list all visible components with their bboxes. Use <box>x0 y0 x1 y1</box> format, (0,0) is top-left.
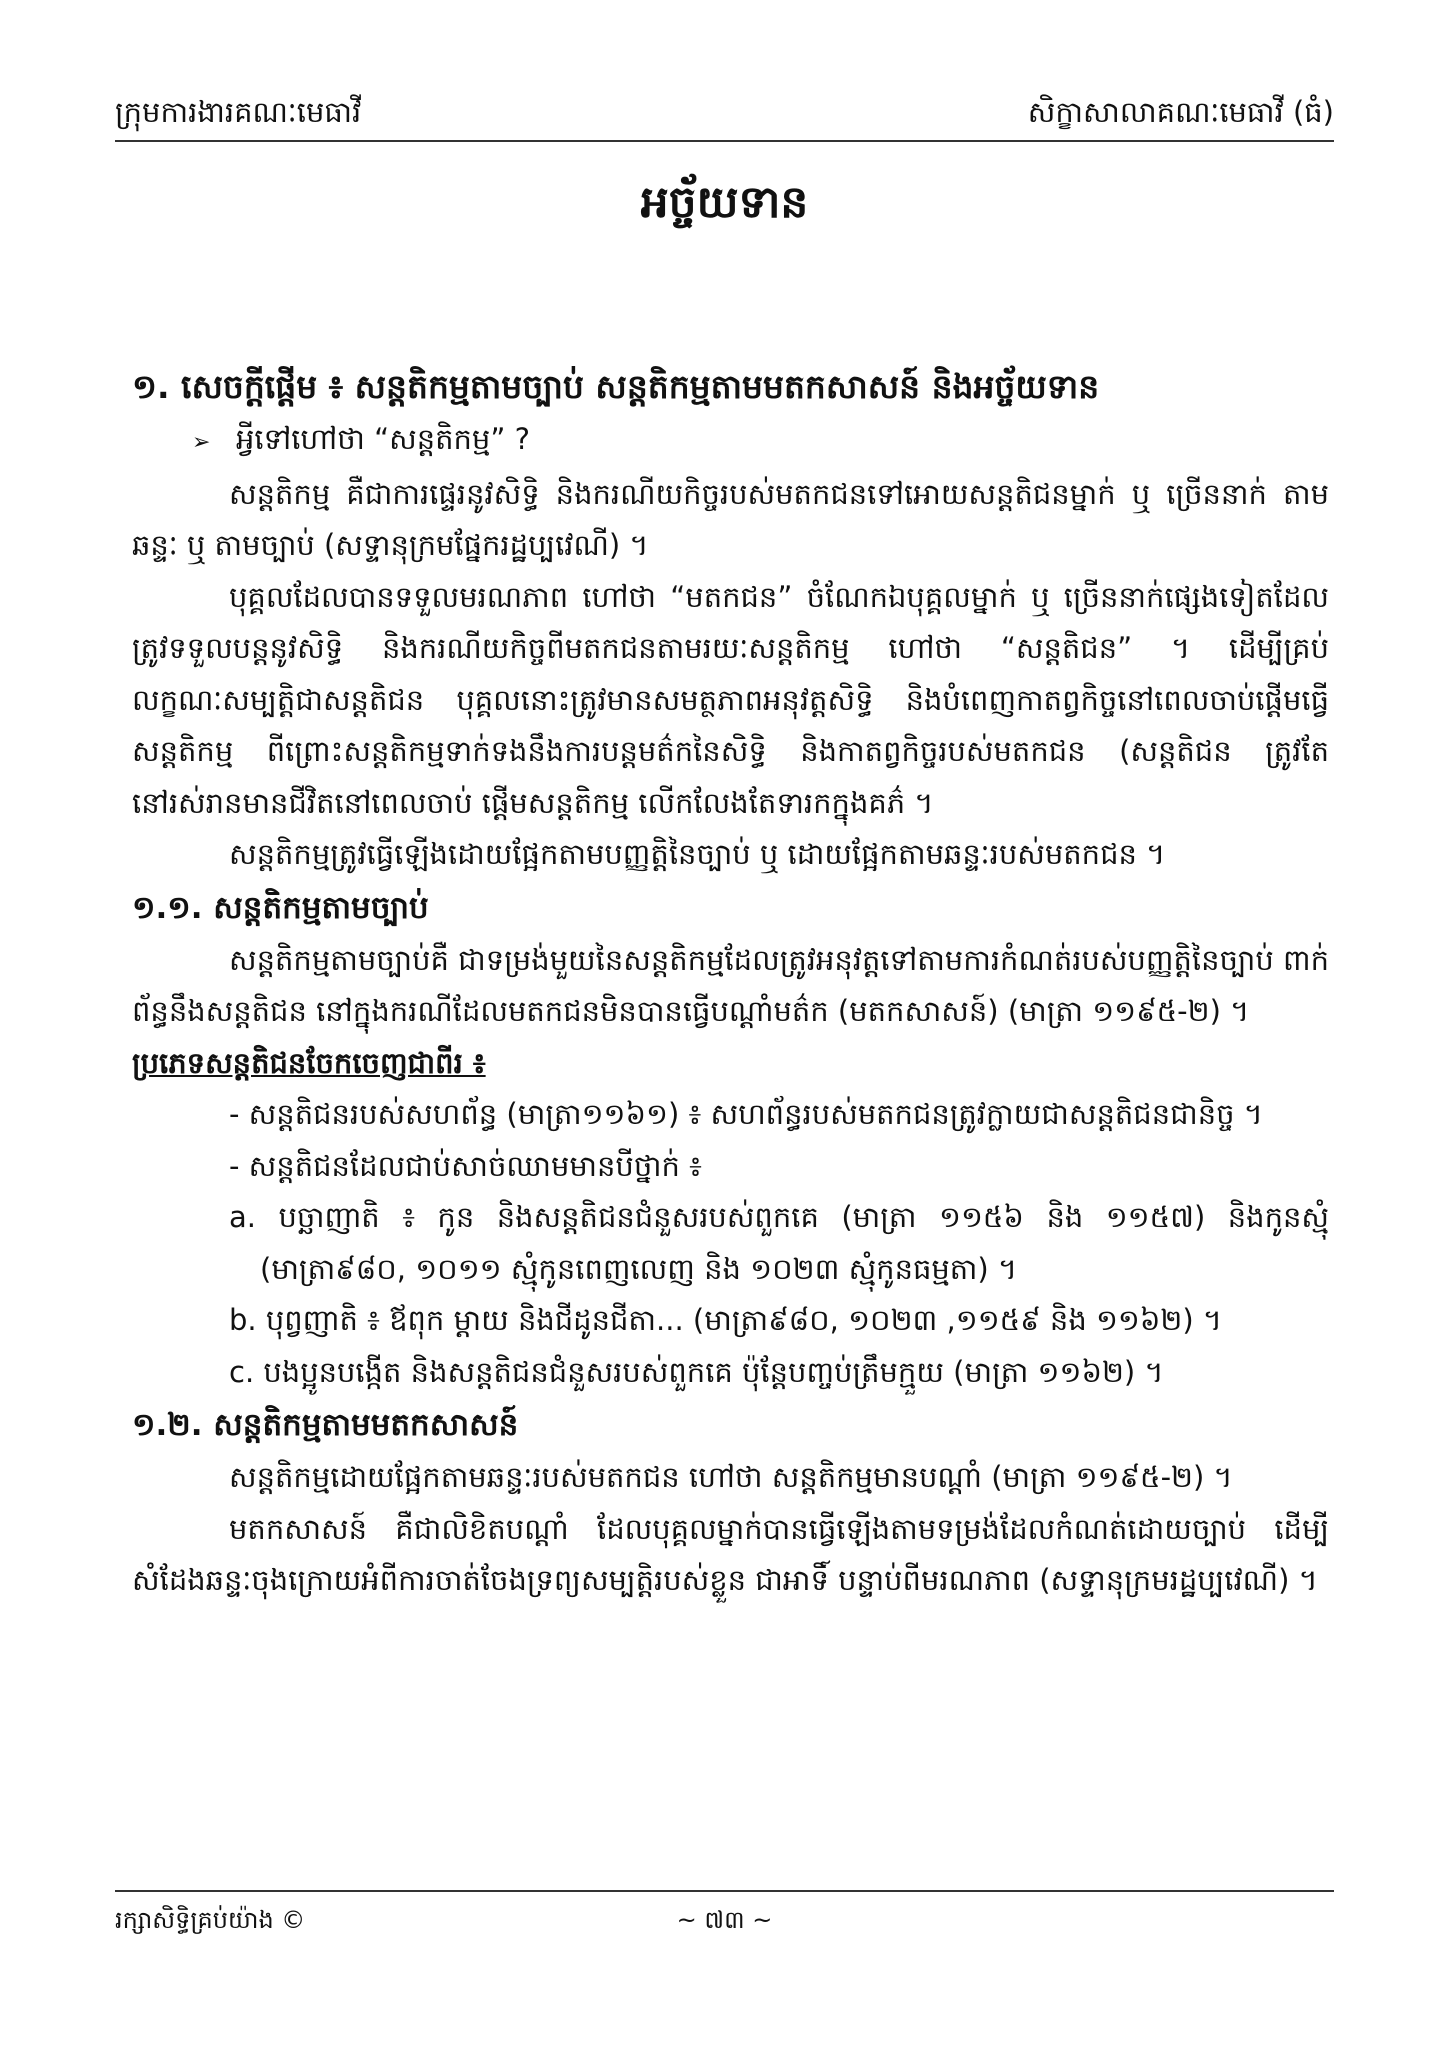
paragraph: បុគ្គលដែលបានទទួលមរណភាព ហៅថា “មតកជន” ចំណែកឯបុគ្គលម្នាក់ ឬ ច្រើននាក់ផ្សេងទៀតដែលត្រូវទទួលបន្តនូវសិទ្ធិ និងករណីយកិច្ចពីមតកជនតាមរយៈសន្តតិកម្ម ហៅថា “សន្តតិជន” ។ ដើម្បីគ្រប់ លក្ខណៈសម្បត្តិជាសន្តតិជន បុគ្គលនោះត្រូវមានសមត្ថភាពអនុវត្តសិទ្ធិ និងបំពេញកាតព្វកិច្ចនៅពេលចាប់ផ្ដើមធ្វើសន្តតិកម្ម ពីព្រោះសន្តតិកម្មទាក់ទងនឹងការបន្តមត៌កនៃសិទ្ធិ និងកាតព្វកិច្ចរបស់មតកជន (សន្តតិជន ត្រូវតែនៅរស់រានមានជីវិតនៅពេលចាប់ ផ្ដើមសន្តតិកម្ម លើកលែងតែទារកក្នុងគភ៌ ។ <box>132 579 1329 820</box>
page-header <box>115 92 1334 132</box>
paragraph: សន្តតិកម្មតាមច្បាប់គឺ ជាទម្រង់មួយនៃសន្តតិកម្មដែលត្រូវអនុវត្តទៅតាមការកំណត់របស់បញ្ញត្តិនៃច្បាប់ ពាក់ព័ន្ធនឹងសន្តតិជន នៅក្នុងករណីដែលមតកជនមិនបានធ្វើបណ្ដាំមត៌ក (មតកសាសន៍) (មាត្រា ១១៩៥-២) ។ <box>132 942 1329 1028</box>
list-item: - សន្តតិជនរបស់សហព័ន្ធ (មាត្រា១១៦១) ៖ សហព័ន្ធរបស់មតកជនត្រូវក្លាយជាសន្តតិជនជានិច្ច ។ <box>229 1097 1263 1131</box>
question-bullet <box>132 414 1329 469</box>
document-body <box>132 360 1329 1607</box>
list-item: - សន្តតិជនដែលជាប់សាច់ឈាមមានបីថ្នាក់ ៖ <box>229 1148 702 1183</box>
paragraph: សន្តតិកម្មដោយផ្អែកតាមឆន្ទៈរបស់មតកជន ហៅថា សន្តតិកម្មមានបណ្ដាំ (មាត្រា ១១៩៥-២) ។ <box>229 1460 1233 1494</box>
page-title: អច្ច័យទាន <box>640 177 809 228</box>
footer-divider <box>115 1890 1334 1892</box>
header-left-text: ក្រុមការងារគណៈមេធាវី <box>115 95 362 129</box>
section-1-1-heading: ១.១. សន្តតិកម្មតាមច្បាប់ <box>132 889 429 926</box>
header-divider <box>115 140 1334 142</box>
paragraph: សន្តតិកម្ម គឺជាការផ្ទេរនូវសិទ្ធិ និងករណីយកិច្ចរបស់មតកជនទៅអោយសន្តតិជនម្នាក់ ឬ ច្រើននាក់ តាមឆន្ទៈ ឬ តាមច្បាប់ (សទ្ទានុក្រមផ្នែករដ្ឋប្បវេណី) ។ <box>132 476 1329 562</box>
header-right-text: សិក្ខាសាលាគណៈមេធាវី (ធំ) <box>1027 95 1334 129</box>
list-item: a. បច្ឆាញាតិ ៖ កូន និងសន្តតិជនជំនួសរបស់ពួកគេ (មាត្រា ១១៥៦ និង ១១៥៧) និងកូនស្មុំ (មាត្រា៩៨០, ១០១១ ស្មុំកូនពេញលេញ និង ១០២៣ ស្មុំកូនធម្មតា) ។ <box>229 1200 1329 1286</box>
copyright-text: រក្សាសិទ្ធិគ្រប់យ៉ាង © <box>115 1906 306 1934</box>
paragraph: មតកសាសន៍ គឺជាលិខិតបណ្ដាំ ដែលបុគ្គលម្នាក់បានធ្វើឡើងតាមទម្រង់ដែលកំណត់ដោយច្បាប់ ដើម្បី សំដែងឆន្ទៈចុងក្រោយអំពីការចាត់ចែងទ្រព្យសម្បត្តិរបស់ខ្លួន ជាអាទិ៍ បន្ទាប់ពីមរណភាព (សទ្ទានុក្រមរដ្ឋប្បវេណី) ។ <box>132 1511 1329 1597</box>
page-number: ~ ៧៣ ~ <box>676 1906 773 1934</box>
arrow-bullet-icon: ➢ <box>192 430 211 455</box>
section-1-heading: ១. សេចក្ដីផ្ដើម ៖ សន្តតិកម្មតាមច្បាប់ សន្តតិកម្មតាមមតកសាសន៍ និងអច្ច័យទាន <box>132 367 1100 406</box>
section-1-2-heading: ១.២. សន្តតិកម្មតាមមតកសាសន៍ <box>132 1407 519 1443</box>
heir-types-subheading: ប្រភេទសន្តតិជនចែកចេញជាពីរ ៖ <box>132 1045 486 1080</box>
bullet-text: អ្វីទៅហៅថា “សន្តតិកម្ម” ? <box>236 422 530 456</box>
paragraph: សន្តតិកម្មត្រូវធ្វើឡើងដោយផ្អែកតាមបញ្ញត្តិនៃច្បាប់ ឬ ដោយផ្អែកតាមឆន្ទៈរបស់មតកជន ។ <box>229 837 1166 871</box>
list-item: b. បុព្វញាតិ ៖ ឪពុក ម្ដាយ និងជីដូនជីតា... (មាត្រា៩៨០, ១០២៣ ,១១៥៩ និង ១១៦២) ។ <box>229 1303 1222 1337</box>
list-item: c. បងប្អូនបង្កើត និងសន្តតិជនជំនួសរបស់ពួកគេ ប៉ុន្តែបញ្ចប់ត្រឹមក្មួយ (មាត្រា ១១៦២) ។ <box>229 1354 1164 1389</box>
